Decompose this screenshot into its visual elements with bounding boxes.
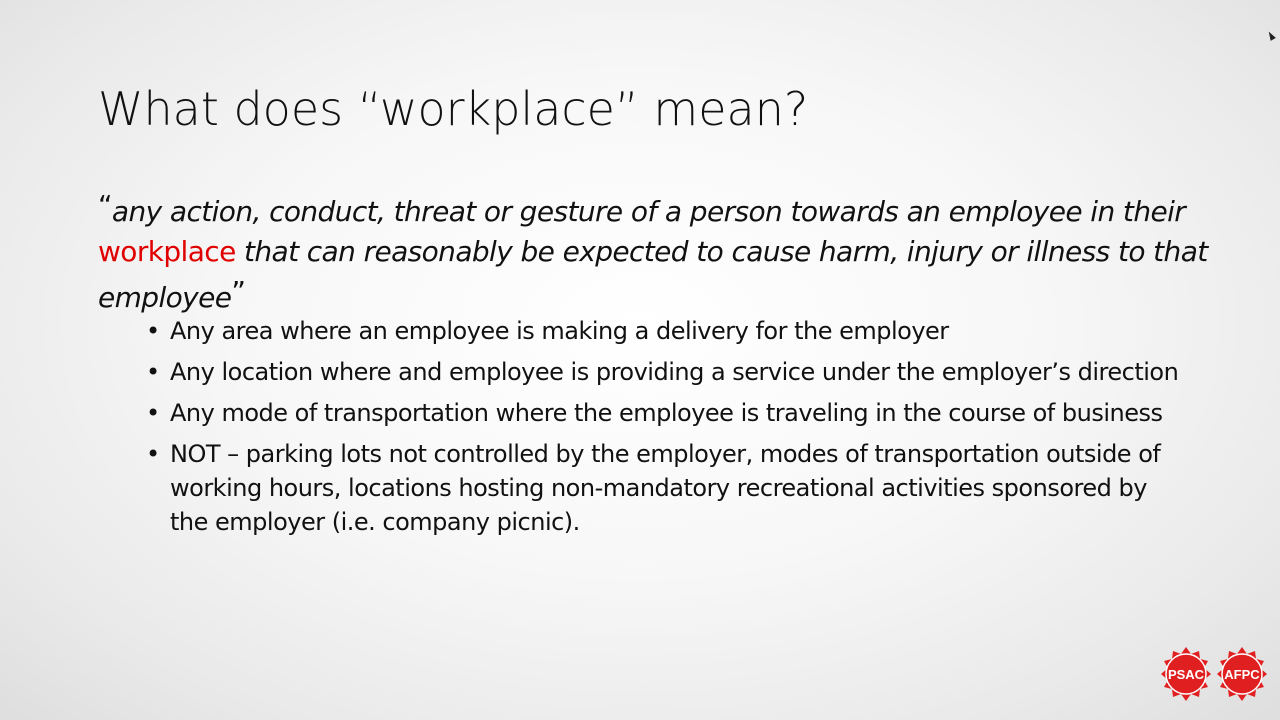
bullet-item <box>146 396 1186 430</box>
logo-afpc-text: AFPC <box>1224 667 1260 682</box>
bullet-dot: • <box>146 399 160 427</box>
bullet-item <box>146 437 1186 539</box>
close-quote-mark: ” <box>231 275 246 308</box>
afpc-gear-icon <box>1217 647 1267 701</box>
mouse-pointer-icon <box>1266 30 1276 41</box>
quote-text-before: any action, conduct, threat or gesture of a person towards an employee in their <box>111 195 1186 228</box>
logo-psac-text: PSAC <box>1167 667 1205 682</box>
definition-quote <box>98 186 1208 318</box>
psac-afpc-logo <box>1158 646 1270 704</box>
bullet-list <box>146 314 1186 546</box>
bullet-dot: • <box>146 317 160 345</box>
bullet-item <box>146 314 1186 348</box>
bullet-item <box>146 355 1186 389</box>
open-quote-mark: “ <box>98 189 112 222</box>
bullet-text: Any mode of transportation where the employee is traveling in the course of business <box>170 399 1163 427</box>
quote-text-after: that can reasonably be expected to cause harm, injury or illness to that employee <box>98 235 1208 314</box>
bullet-text: Any location where and employee is providing a service under the employer’s direction <box>170 358 1179 386</box>
psac-gear-icon <box>1161 647 1211 701</box>
bullet-text: Any area where an employee is making a delivery for the employer <box>170 317 949 345</box>
bullet-text: NOT – parking lots not controlled by the employer, modes of transportation outside of working hours, locations hosting non-mandatory recreational activities sponsored by the employer (i.e. company picnic). <box>170 440 1161 536</box>
bullet-dot: • <box>146 440 160 468</box>
slide-title: What does “workplace” mean? <box>98 82 809 136</box>
quote-highlight-workplace: workplace <box>98 235 236 268</box>
bullet-dot: • <box>146 358 160 386</box>
